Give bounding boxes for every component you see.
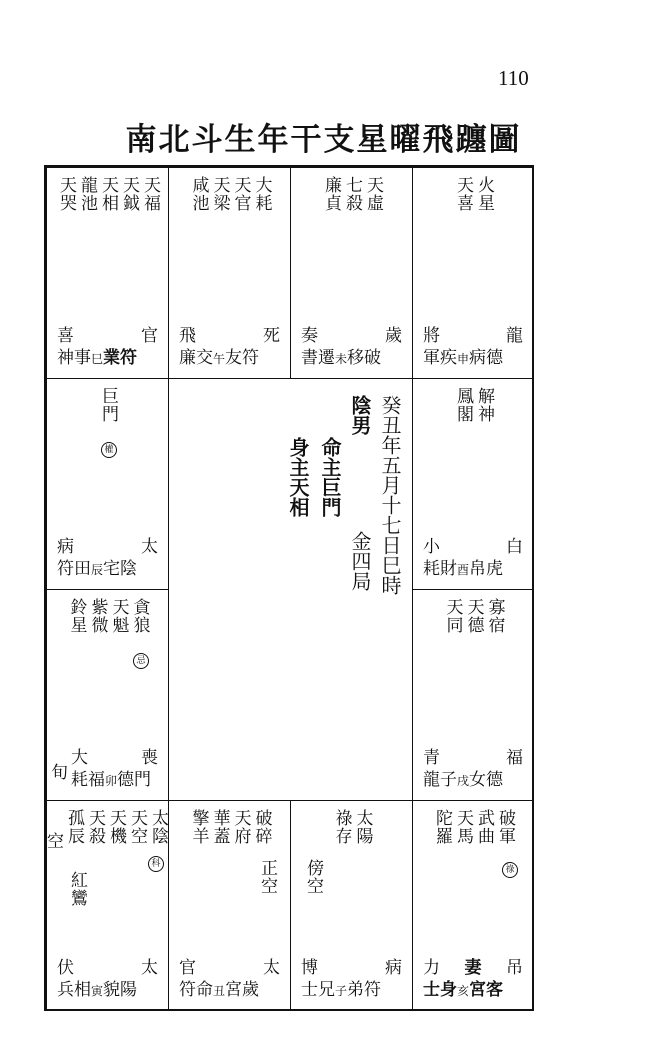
palace-chen — [46, 378, 169, 590]
palace-footer — [423, 747, 523, 792]
footer-text: 耗福 — [71, 770, 105, 790]
star: 華蓋 — [209, 809, 230, 845]
star: 天福 — [140, 176, 160, 212]
star: 天梁 — [209, 176, 230, 212]
footer-text: 符命 — [179, 980, 213, 1000]
palace-footer — [179, 325, 280, 370]
star: 七殺 — [342, 176, 362, 212]
footer-text: 符田 — [57, 559, 91, 579]
palace-yin — [46, 800, 169, 1011]
footer-text: 廉交 — [179, 348, 213, 368]
star-list — [47, 176, 168, 212]
palace-footer — [423, 536, 523, 581]
palace-footer — [57, 957, 158, 1002]
star: 祿存 — [331, 809, 352, 845]
star-list — [169, 176, 290, 212]
star: 孤辰 — [64, 809, 84, 845]
star: 紫微 — [87, 598, 108, 634]
footer-star: 喜 — [57, 326, 74, 346]
star: 太陽 — [352, 809, 373, 845]
footer-star: 將 — [423, 326, 440, 346]
star: 大耗 — [251, 176, 272, 212]
chart-center — [169, 379, 412, 800]
footer-text: 病德 — [469, 348, 504, 368]
star: 天府 — [230, 809, 251, 845]
hua-badge: 忌 — [133, 653, 149, 669]
bureau: 金四局 — [348, 531, 372, 591]
star: 天官 — [230, 176, 251, 212]
footer-text: 宮客 — [469, 980, 504, 1000]
footer-text: 書遷 — [301, 348, 335, 368]
star: 天殺 — [85, 809, 105, 845]
footer-star: 死 — [263, 326, 280, 346]
palace-xu — [412, 589, 534, 801]
branch: 申 — [457, 352, 470, 366]
palace-wei — [290, 167, 413, 379]
hua-badge: 權 — [101, 442, 117, 458]
branch: 戌 — [457, 774, 470, 788]
palace-footer — [57, 325, 158, 370]
palace-footer — [301, 957, 402, 1002]
footer-star: 力 — [423, 958, 440, 978]
star: 武曲 — [474, 809, 494, 845]
star: 擎羊 — [188, 809, 209, 845]
footer-text: 士兄 — [301, 980, 335, 1000]
footer-star: 白 — [506, 537, 523, 557]
star: 天機 — [106, 809, 126, 845]
footer-text: 弟符 — [347, 980, 382, 1000]
footer-text: 貌陽 — [103, 980, 138, 1000]
footer-star: 吊 — [506, 958, 523, 978]
footer-star: 喪 — [141, 748, 158, 768]
hua-badge: 科 — [148, 856, 164, 872]
palace-shen — [412, 167, 534, 379]
footer-text: 耗財 — [423, 559, 457, 579]
star: 龍池 — [77, 176, 97, 212]
palace-you — [412, 378, 534, 590]
footer-text: 宅陰 — [103, 559, 138, 579]
palace-footer — [423, 325, 523, 370]
page-number: 110 — [498, 66, 529, 90]
star: 天魁 — [108, 598, 129, 634]
branch: 卯 — [105, 774, 118, 788]
footer-star: 官 — [141, 326, 158, 346]
palace-wu — [168, 167, 291, 379]
branch: 巳 — [91, 352, 104, 366]
star-list — [413, 598, 533, 634]
palace-footer — [301, 325, 402, 370]
footer-star: 官 — [179, 958, 196, 978]
star-list — [413, 809, 533, 845]
palace-mao — [46, 589, 169, 801]
footer-text: 業符 — [103, 348, 138, 368]
footer-star: 歲 — [385, 326, 402, 346]
palace-si — [46, 167, 169, 379]
star: 破軍 — [495, 809, 515, 845]
star: 鳳閣 — [453, 387, 473, 423]
footer-star: 伏 — [57, 958, 74, 978]
star: 天空 — [127, 809, 147, 845]
star: 天相 — [98, 176, 118, 212]
branch: 辰 — [91, 563, 104, 577]
star: 天馬 — [453, 809, 473, 845]
footer-star: 太 — [263, 958, 280, 978]
footer-star: 大 — [71, 748, 88, 768]
star: 天喜 — [453, 176, 473, 212]
side-note: 旬 — [51, 763, 68, 783]
footer-text: 移破 — [347, 348, 382, 368]
footer-text: 帛虎 — [469, 559, 504, 579]
star: 天鉞 — [119, 176, 139, 212]
star-list — [47, 387, 168, 423]
palace-footer — [71, 747, 158, 792]
star: 廉貞 — [321, 176, 341, 212]
page-title: 南北斗生年干支星曜飛躔圖 — [125, 122, 522, 158]
star: 貪狼 — [129, 598, 150, 634]
star-list — [413, 387, 533, 423]
hua-badge: 祿 — [502, 862, 518, 878]
star: 咸池 — [188, 176, 209, 212]
palace-zi — [290, 800, 413, 1011]
branch: 酉 — [457, 563, 470, 577]
palace-footer — [423, 957, 523, 1002]
palace-chou — [168, 800, 291, 1011]
branch: 午 — [213, 352, 226, 366]
footer-star: 福 — [506, 748, 523, 768]
footer-text: 友符 — [225, 348, 260, 368]
side-note: 空 — [47, 832, 64, 852]
astrology-chart — [44, 165, 534, 1011]
star: 破碎 — [251, 809, 272, 845]
star: 解神 — [474, 387, 494, 423]
star-list — [47, 598, 168, 634]
star-list — [291, 176, 412, 212]
footer-star: 奏 — [301, 326, 318, 346]
footer-star: 博 — [301, 958, 318, 978]
footer-text: 神事 — [57, 348, 91, 368]
extra-star: 紅鸞 — [67, 871, 87, 907]
branch: 寅 — [91, 984, 104, 998]
footer-text: 宮歲 — [225, 980, 260, 1000]
palace-footer — [57, 536, 158, 581]
birth-date: 癸丑年五月十七日巳時 — [378, 395, 402, 595]
star-list — [291, 809, 412, 845]
footer-text: 德門 — [117, 770, 152, 790]
star: 天同 — [442, 598, 463, 634]
branch: 未 — [335, 352, 348, 366]
shen-zhu: 身主天相 — [286, 437, 310, 517]
star-list — [413, 176, 533, 212]
star: 火星 — [474, 176, 494, 212]
ming-zhu: 命主巨門 — [318, 437, 342, 517]
star-list — [63, 809, 168, 845]
footer-star: 病 — [57, 537, 74, 557]
star-list — [169, 809, 290, 845]
footer-text: 士身 — [423, 980, 457, 1000]
branch: 丑 — [213, 984, 226, 998]
extra-star: 傍空 — [303, 859, 323, 895]
footer-text: 軍疾 — [423, 348, 457, 368]
star: 太陰 — [148, 809, 168, 845]
star: 天德 — [463, 598, 484, 634]
footer-text: 兵相 — [57, 980, 91, 1000]
palace-footer — [179, 957, 280, 1002]
branch: 子 — [335, 984, 348, 998]
footer-star: 龍 — [506, 326, 523, 346]
footer-star: 小 — [423, 537, 440, 557]
footer-star: 妻 — [464, 958, 482, 978]
footer-star: 太 — [141, 537, 158, 557]
footer-star: 太 — [141, 958, 158, 978]
star: 寡宿 — [484, 598, 505, 634]
star: 天哭 — [56, 176, 76, 212]
footer-text: 女德 — [469, 770, 504, 790]
footer-text: 龍子 — [423, 770, 457, 790]
gender: 陰男 — [348, 395, 372, 435]
palace-hai — [412, 800, 534, 1011]
footer-star: 病 — [385, 958, 402, 978]
star: 巨門 — [98, 387, 118, 423]
footer-star: 飛 — [179, 326, 196, 346]
extra-star: 正空 — [257, 859, 277, 895]
star: 鈴星 — [66, 598, 87, 634]
star: 天虛 — [363, 176, 383, 212]
footer-star: 青 — [423, 748, 440, 768]
branch: 亥 — [457, 984, 470, 998]
star: 陀羅 — [432, 809, 452, 845]
